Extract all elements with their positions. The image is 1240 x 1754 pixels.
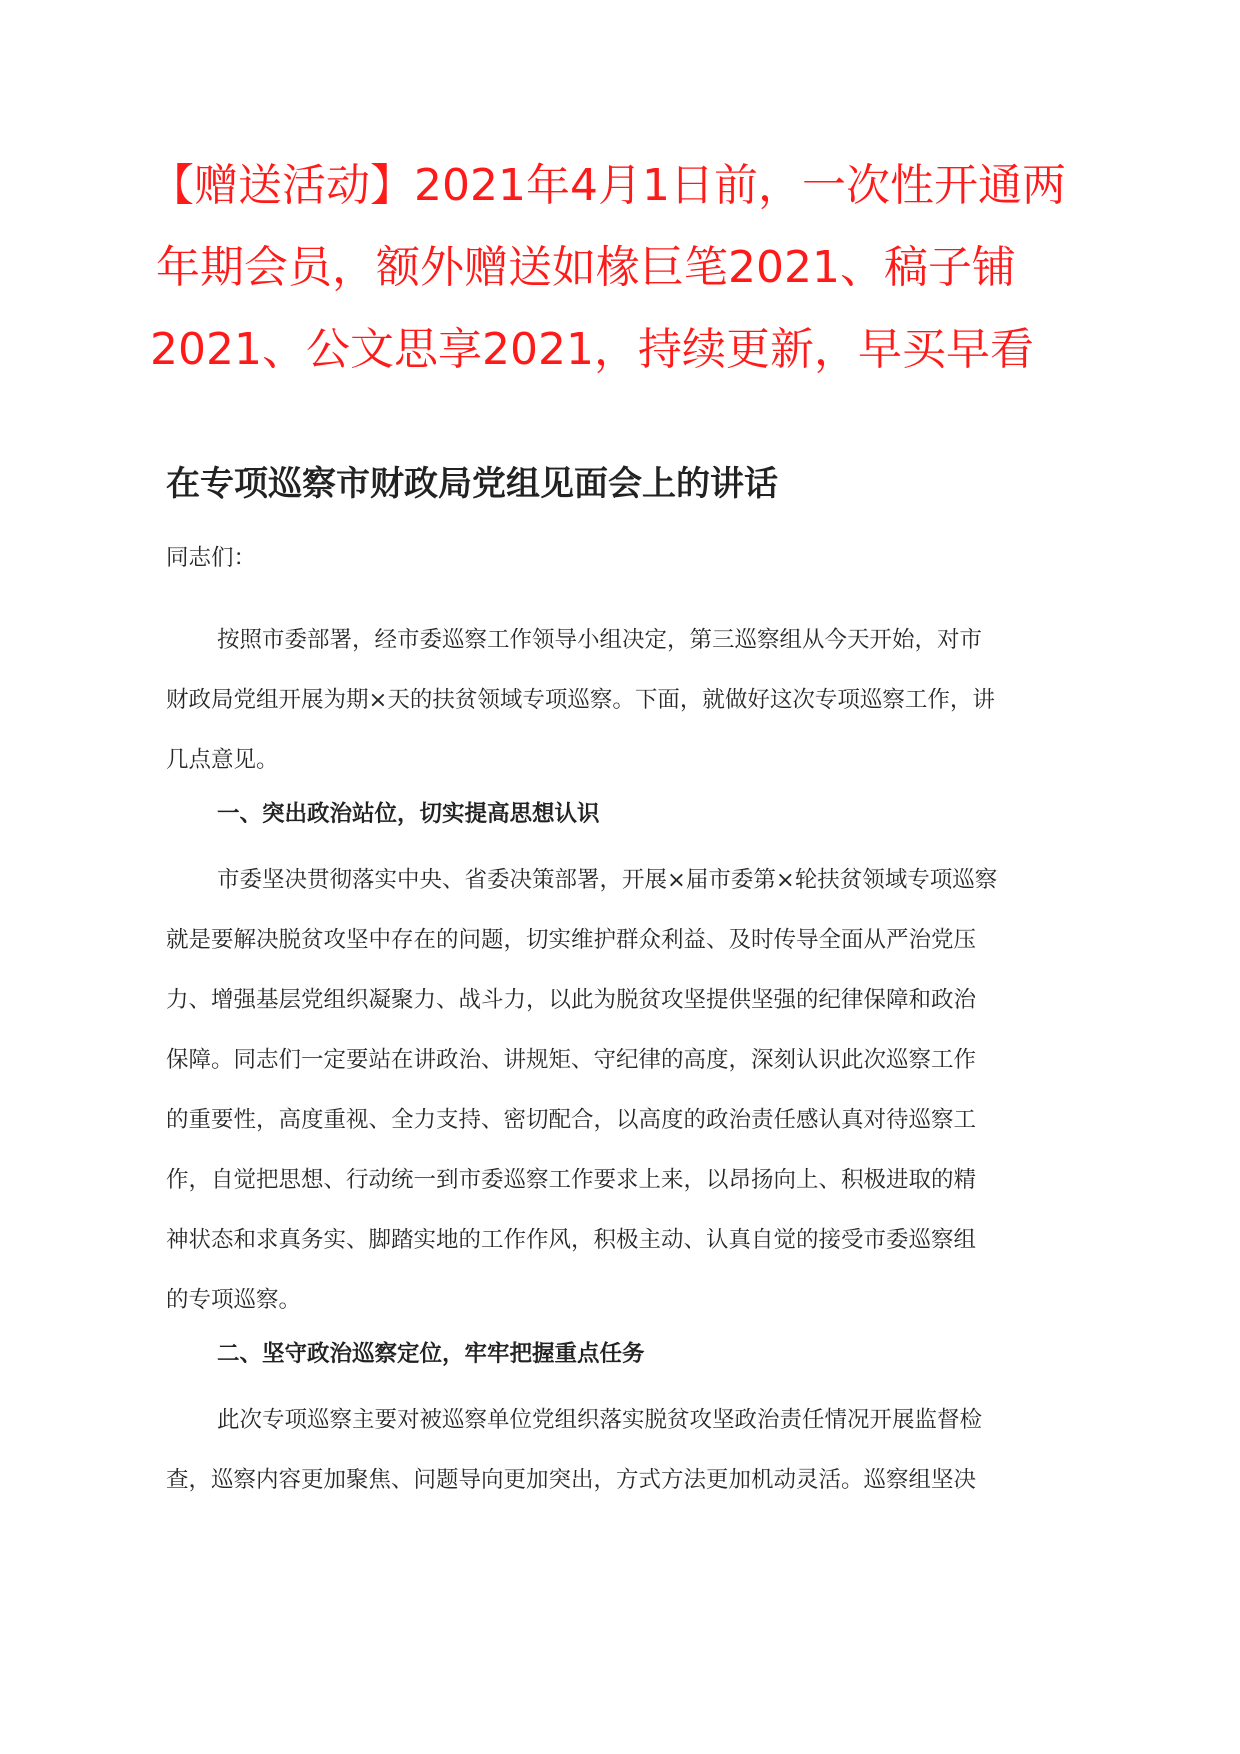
section1-paragraph <box>166 850 1096 1330</box>
paragraph-line: 力、增强基层党组织凝聚力、战斗力，以此为脱贫攻坚提供坚强的纪律保障和政治 <box>166 987 977 1013</box>
paragraph-line: 市委坚决贯彻落实中央、省委决策部署，开展×届市委第×轮扶贫领域专项巡察 <box>217 867 998 893</box>
promo-line: 年期会员，额外赠送如椽巨笔2021、稿子铺 <box>156 242 1016 293</box>
document-title: 在专项巡察市财政局党组见面会上的讲话 <box>166 464 778 504</box>
paragraph-line: 就是要解决脱贫攻坚中存在的问题，切实维护群众利益、及时传导全面从严治党压 <box>166 927 977 953</box>
paragraph-line: 几点意见。 <box>166 747 279 773</box>
salutation: 同志们： <box>166 545 257 571</box>
paragraph-line: 神状态和求真务实、脚踏实地的工作作风，积极主动、认真自觉的接受市委巡察组 <box>166 1227 977 1253</box>
intro-paragraph <box>166 610 1096 790</box>
section2-paragraph <box>166 1390 1096 1510</box>
paragraph-line: 财政局党组开展为期×天的扶贫领域专项巡察。下面，就做好这次专项巡察工作，讲 <box>166 687 995 713</box>
paragraph-line: 此次专项巡察主要对被巡察单位党组织落实脱贫攻坚政治责任情况开展监督检 <box>217 1407 983 1433</box>
paragraph-line: 的重要性，高度重视、全力支持、密切配合，以高度的政治责任感认真对待巡察工 <box>166 1107 977 1133</box>
paragraph-line: 保障。同志们一定要站在讲政治、讲规矩、守纪律的高度，深刻认识此次巡察工作 <box>166 1047 977 1073</box>
section-heading-2: 二、坚守政治巡察定位，牢牢把握重点任务 <box>217 1341 645 1367</box>
promo-banner <box>150 145 1080 391</box>
paragraph-line: 的专项巡察。 <box>166 1287 302 1313</box>
promo-line: 2021、公文思享2021，持续更新，早买早看 <box>150 324 1034 375</box>
paragraph-line: 按照市委部署，经市委巡察工作领导小组决定，第三巡察组从今天开始，对市 <box>217 627 983 653</box>
paragraph-line: 作，自觉把思想、行动统一到市委巡察工作要求上来，以昂扬向上、积极进取的精 <box>166 1167 977 1193</box>
promo-line: 【赠送活动】2021年4月1日前，一次性开通两 <box>150 160 1066 211</box>
section-heading-1: 一、突出政治站位，切实提高思想认识 <box>217 801 600 827</box>
paragraph-line: 查，巡察内容更加聚焦、问题导向更加突出，方式方法更加机动灵活。巡察组坚决 <box>166 1467 977 1493</box>
